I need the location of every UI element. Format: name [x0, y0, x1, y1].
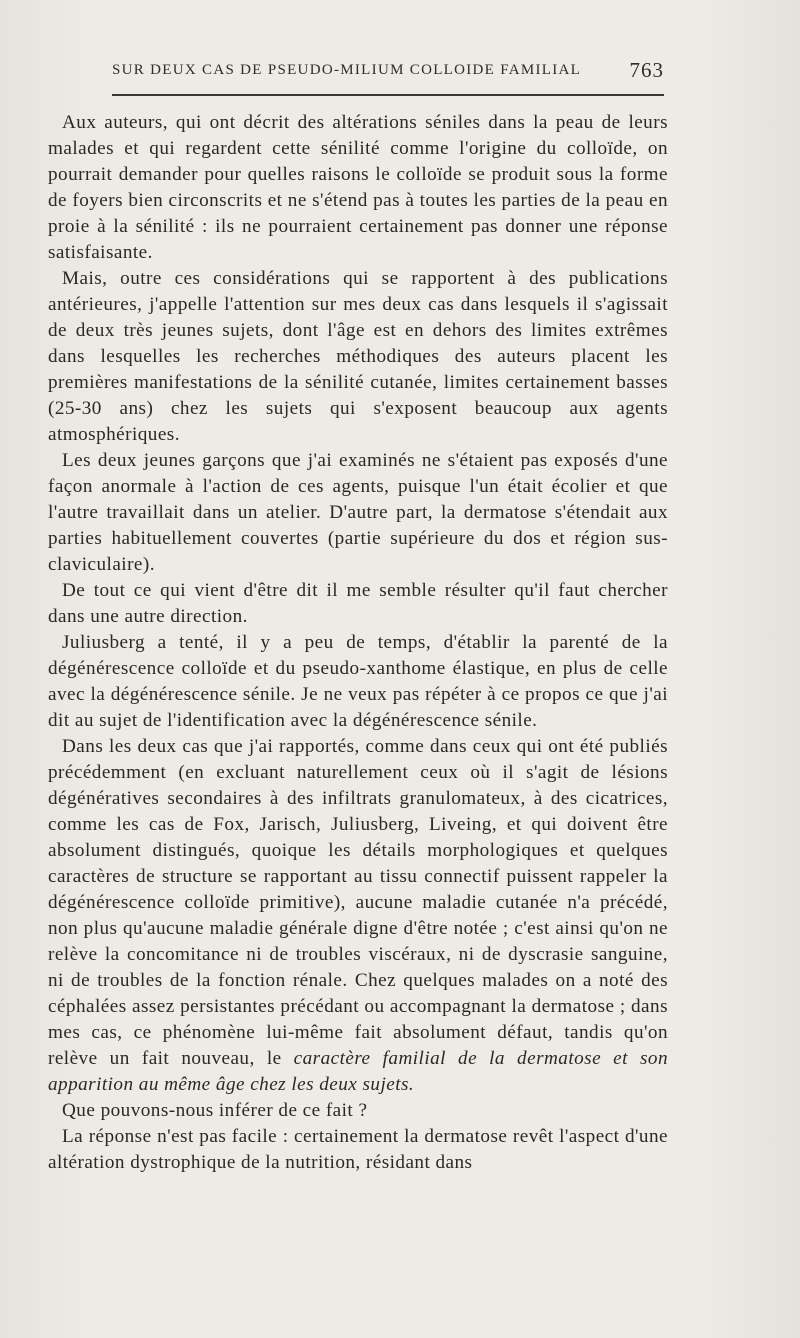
paragraph-6-text: Dans les deux cas que j'ai rapportés, comme dans ceux qui ont été publiés précédemment (en excluant naturellement ceux où il s'agit de lésions dégénératives secondaires à des infiltrats granulomateux, à des cicatrices, comme les cas de Fox, Jarisch, Juliusberg, Liveing, et qui doivent être absolument distingués, quoique les détails morphologiques et quelques caractères de structure se rapportant au tissu connectif puissent rappeler la dégénérescence colloïde primitive), aucune maladie cutanée n'a précédé, non plus qu'aucune maladie générale digne d'être notée ; c'est ainsi qu'on ne relève la concomitance ni de troubles viscéraux, ni de dyscrasie sanguine, ni de troubles de la fonction rénale. Chez quelques malades on a noté des céphalées assez persistantes précédant ou accompagnant la dermatose ; dans mes cas, ce phénomène lui-même fait absolument défaut, tandis qu'on relève un fait nouveau, le — [48, 736, 668, 1069]
paragraph-3: Les deux jeunes garçons que j'ai examinés ne s'étaient pas exposés d'une façon anormale à l'action de ces agents, puisque l'un était écolier et que l'autre travaillait dans un atelier. D'autre part, la dermatose s'étendait aux parties habituellement couvertes (partie supérieure du dos et région sus-claviculaire). — [48, 450, 668, 575]
paragraph-7: Que pouvons-nous inférer de ce fait ? — [62, 1100, 368, 1121]
paragraph-1: Aux auteurs, qui ont décrit des altérations séniles dans la peau de leurs malades et qui regardent cette sénilité comme l'origine du colloïde, on pourrait demander pour quelles raisons le colloïde se produit sous la forme de foyers bien circonscrits et ne s'étend pas à toutes les parties de la peau en proie à la sénilité : ils ne pourraient certainement pas donner une réponse satisfaisante. — [48, 112, 668, 263]
paragraph-2: Mais, outre ces considérations qui se rapportent à des publications antérieures, j'appelle l'attention sur mes deux cas dans lesquels il s'agissait de deux très jeunes sujets, dont l'âge est en dehors des limites extrêmes dans lesquelles les recherches méthodiques des auteurs placent les premières manifestations de la sénilité cutanée, limites certainement basses (25-30 ans) chez les sujets qui s'exposent beaucoup aux agents atmosphériques. — [48, 268, 668, 445]
running-head — [108, 60, 668, 88]
paragraph-4: De tout ce qui vient d'être dit il me semble résulter qu'il faut chercher dans une autre direction. — [48, 580, 668, 627]
page-number: 763 — [629, 58, 664, 82]
header-rule — [112, 94, 664, 96]
paragraph-6-italic: caractère familial de la dermatose et son apparition au même âge chez les deux sujets. — [48, 1048, 668, 1095]
body-text — [48, 110, 668, 1176]
paragraph-6 — [48, 734, 668, 1098]
paragraph-8: La réponse n'est pas facile : certainement la dermatose revêt l'aspect d'une altération dystrophique de la nutrition, résidant dans — [48, 1126, 668, 1173]
running-title: SUR DEUX CAS DE PSEUDO-MILIUM COLLOIDE FAMILIAL — [112, 62, 582, 78]
paragraph-5: Juliusberg a tenté, il y a peu de temps, d'établir la parenté de la dégénérescence colloïde et du pseudo-xanthome élastique, en plus de celle avec la dégénérescence sénile. Je ne veux pas répéter à ce propos ce que j'ai dit au sujet de l'identification avec la dégénérescence sénile. — [48, 632, 668, 731]
